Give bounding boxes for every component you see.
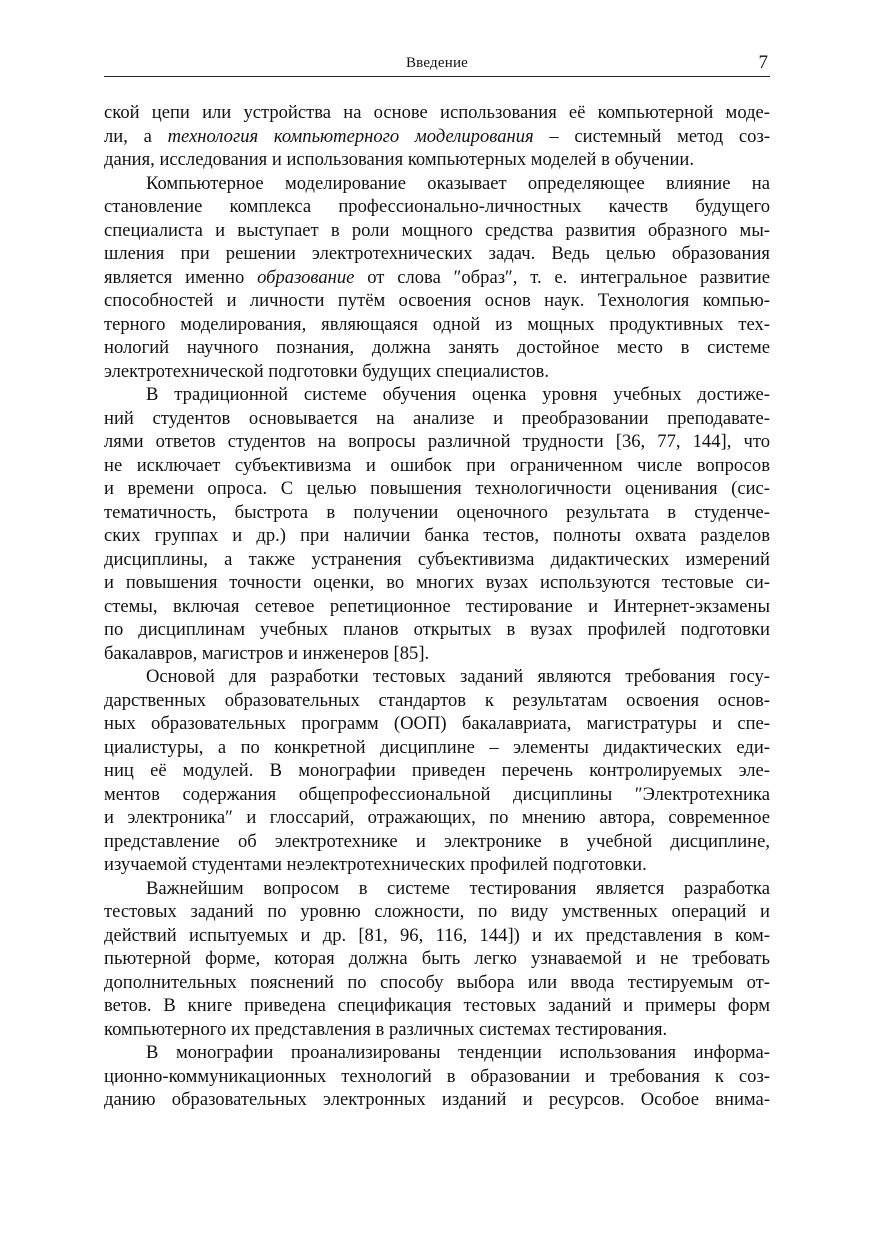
text-run: дания, исследования и использования компьютерных моделей в обучении. [104,149,695,170]
italic-term: технология компьютерного моделирования [167,125,534,147]
text-run: и повышения точности оценки, во многих вузах используются тестовые си- [104,572,770,593]
text-line [104,219,770,243]
text-run: изучаемой студентами неэлектротехнических профилей подготовки. [104,854,647,875]
text-run: дарственных образовательных стандартов к результатам освоения основ- [104,689,770,711]
text-line [104,806,770,830]
text-run: лями ответов студентов на вопросы различной трудности [36, 77, 144], что [104,431,770,452]
text-line [104,430,770,454]
text-run: ционно-коммуникационных технологий в образовании и требования к соз- [104,1065,770,1087]
text-line [104,712,770,736]
text-run: по дисциплинам учебных планов открытых в вузах профилей подготовки [104,619,770,640]
text-run: тестовых заданий по уровню сложности, по виду умственных операций и [104,901,770,922]
paragraph [104,101,770,172]
text-line [104,1018,770,1042]
text-run: шления при решении электротехнических задач. Ведь целью образования [104,243,770,264]
header-title: Введение [405,55,469,71]
page [104,52,770,1112]
text-line [104,853,770,877]
text-run: ветов. В книге приведена спецификация тестовых заданий и примеры форм [104,995,770,1016]
italic-term: образование [257,266,355,288]
paragraph [104,665,770,877]
text-run: стемы, включая сетевое репетиционное тестирование и Интернет-экзамены [104,595,770,617]
text-line [104,195,770,219]
text-run: данию образовательных электронных изданий и ресурсов. Особое внима- [104,1089,770,1110]
page-number: 7 [758,52,768,73]
running-header [104,52,770,77]
text-line [104,501,770,525]
text-line [104,266,770,290]
text-line [104,125,770,149]
text-run: – системный метод соз- [533,125,771,147]
text-run: терного моделирования, являющаяся одной из мощных продуктивных тех- [104,313,770,335]
text-run: ных образовательных программ (ООП) бакалавриата, магистратуры и спе- [104,713,770,734]
text-line [104,172,770,196]
text-run: способностей и личности путём освоения основ наук. Технология компью- [104,290,770,311]
text-run: специалиста и выступает в роли мощного средства развития образного мы- [104,219,770,241]
paragraph [104,877,770,1042]
text-run: бакалавров, магистров и инженеров [85]. [104,642,430,664]
text-run: ментов содержания общепрофессиональной дисциплины ″Электротехника [104,783,770,805]
paragraph [104,383,770,665]
text-run: и электроника″ и глоссарий, отражающих, по мнению автора, современное [104,807,770,828]
text-line [104,618,770,642]
text-line [104,289,770,313]
text-line [104,477,770,501]
text-line [104,548,770,572]
text-line [104,336,770,360]
text-run: пьютерной форме, которая должна быть легко узнаваемой и не требовать [104,948,770,969]
text-run: действий испытуемых и др. [81, 96, 116, 144]) и их представления в ком- [104,924,770,946]
text-line [104,783,770,807]
text-line [104,242,770,266]
text-line [104,759,770,783]
text-run: В традиционной системе обучения оценка уровня учебных достиже- [146,384,770,405]
text-run: является именно [104,266,258,288]
text-run: Компьютерное моделирование оказывает определяющее влияние на [146,172,770,194]
text-run: ли, а [104,125,168,147]
text-run: нологий научного познания, должна занять достойное место в системе [104,337,770,358]
text-run: ний студентов основывается на анализе и преобразовании преподавате- [104,407,770,429]
text-line [104,595,770,619]
text-line [104,736,770,760]
text-run: становление комплекса профессионально-личностных качеств будущего [104,196,770,217]
text-line [104,571,770,595]
text-line [104,947,770,971]
text-line [104,360,770,384]
text-run: компьютерного их представления в различных системах тестирования. [104,1018,668,1040]
paragraph [104,172,770,384]
text-run: ских группах и др.) при наличии банка тестов, полноты охвата разделов [104,525,770,546]
text-run: ниц её модулей. В монографии приведен перечень контролируемых эле- [104,760,770,781]
text-line [104,101,770,125]
paragraph [104,1041,770,1112]
text-run: электротехнической подготовки будущих специалистов. [104,360,549,382]
text-run: и времени опроса. С целью повышения технологичности оценивания (сис- [104,478,770,499]
text-line [104,877,770,901]
text-line [104,971,770,995]
text-line [104,313,770,337]
text-line [104,383,770,407]
body-text [104,101,770,1112]
text-line [104,454,770,478]
text-run: от слова ″образ″, т. е. интегральное развитие [354,266,770,288]
text-line [104,642,770,666]
text-run: Важнейшим вопросом в системе тестирования является разработка [146,877,770,899]
text-run: дисциплины, а также устранения субъективизма дидактических измерений [104,548,770,570]
text-line [104,665,770,689]
text-run: В монографии проанализированы тенденции использования информа- [146,1042,770,1063]
text-line [104,1088,770,1112]
text-run: ской цепи или устройства на основе использования её компьютерной моде- [104,102,770,123]
text-line [104,148,770,172]
text-line [104,900,770,924]
text-run: циалистуры, а по конкретной дисциплине – элементы дидактических еди- [104,736,770,758]
text-line [104,524,770,548]
text-run: не исключает субъективизма и ошибок при ограниченном числе вопросов [104,454,770,476]
text-run: тематичность, быстрота в получении оценочного результата в студенче- [104,501,770,523]
text-line [104,407,770,431]
text-line [104,1041,770,1065]
text-line [104,689,770,713]
text-line [104,994,770,1018]
text-line [104,1065,770,1089]
text-run: Основой для разработки тестовых заданий являются требования госу- [146,666,770,687]
text-run: представление об электротехнике и электронике в учебной дисциплине, [104,830,770,852]
text-line [104,924,770,948]
text-run: дополнительных пояснений по способу выбора или ввода тестируемым от- [104,971,770,993]
text-line [104,830,770,854]
